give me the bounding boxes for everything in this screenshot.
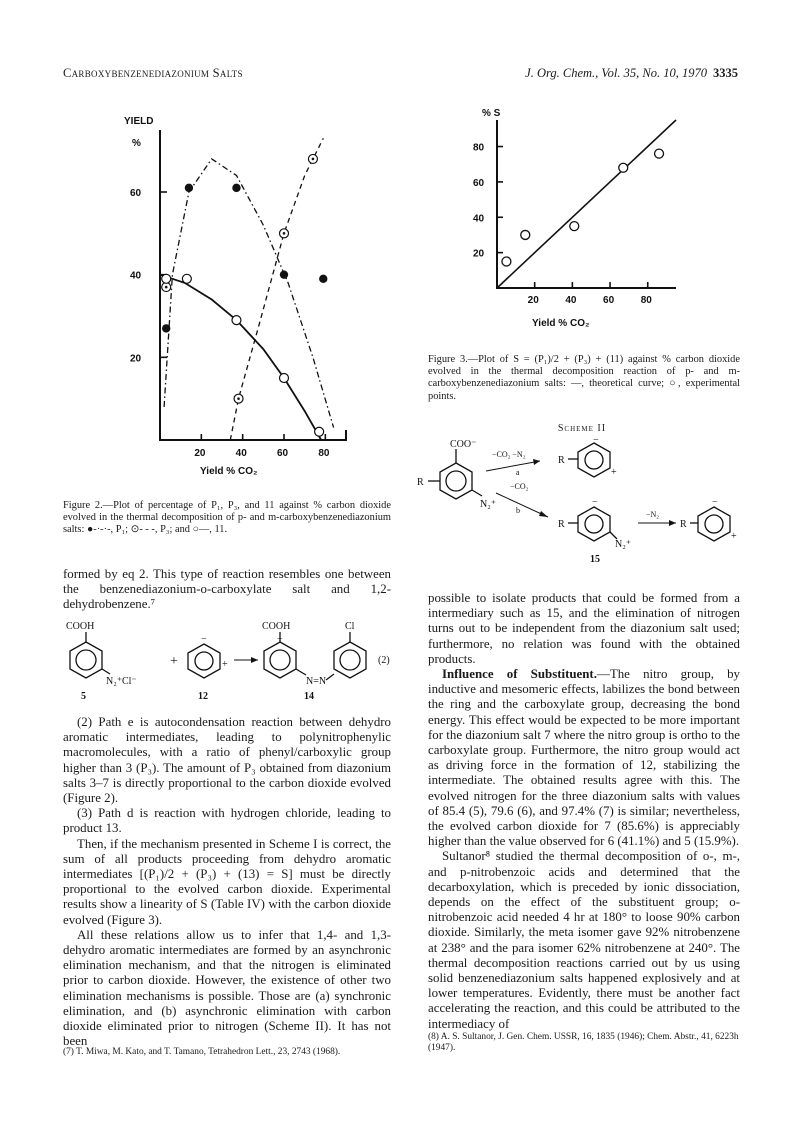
compound-14-structure [262,621,366,687]
compound-12-structure [188,634,228,678]
scheme-arrow-right-label: −N₂ [646,510,660,519]
compound-label: 14 [304,691,314,702]
benzene-ring-start [417,439,496,510]
compound-label: 5 [81,691,86,702]
y-tick-label: 40 [473,213,485,225]
series-line-p3 [230,138,323,440]
data-point-11 [232,316,241,325]
data-point-11 [280,374,289,383]
svg-text:−: − [277,634,283,645]
svg-text:+: + [611,467,617,478]
paragraph: Then, if the mechanism presented in Scheme I is correct, the sum of all products proceeding from dehydro aromatic intermediates [(P₁)/2 + (P₃) + (13) = S] must be directly proportional to the evolved carbon dioxide. Experimental results show a linearity of S (Table IV) with the carbon dioxide evolved (Figure 3). [63,836,391,927]
fig2-curves [160,138,334,440]
figure-2-caption: Figure 2.—Plot of percentage of P₁, P₃, and 11 against % carbon dioxide evolved in the thermal decomposition of p- and m-carboxybenzenediazonium salts: ●-·-·-, P₁; ⊙- - -, P₃; and ○—, 11. [63,500,391,536]
paragraph [428,667,740,849]
journal-citation: J. Org. Chem., Vol. 35, No. 10, 1970 [525,66,707,80]
scheme-2-title: Scheme II [557,423,607,434]
fig2-ylabel-unit: % [132,138,141,149]
footnote-7: (7) T. Miwa, M. Kato, and T. Tamano, Tetrahedron Lett., 23, 2743 (1968). [63,1047,341,1057]
y-tick-label: 60 [130,188,142,199]
coo-minus-label: COO⁻ [450,439,477,450]
svg-text:R: R [558,519,565,530]
running-header-journal [478,66,738,81]
fig3-curves [497,120,676,288]
svg-text:+: + [222,659,228,670]
paragraph: (2) Path e is autocondensation reaction between dehydro aromatic intermediates, leading to polynitrophenylic macromolecules, with a ratio of phenyl/carboxylic group higher than 3 (P₃). The amount of P₃ obtained from diazonium salts 3–7 is directly proportional to the carbon dioxide evolved (Figure 2). [63,715,391,806]
x-tick-label: 60 [277,448,289,459]
y-tick-label: 40 [130,270,142,282]
experimental-point [655,149,664,158]
experimental-point [502,257,511,266]
fig2-marks [162,154,328,436]
x-tick-label: 80 [318,448,330,459]
svg-text:R: R [680,519,687,530]
footnote-8: (8) A. S. Sultanor, J. Gen. Chem. USSR, 16, 1835 (1946); Chem. Abstr., 41, 6223h (1947). [428,1032,739,1054]
left-column-body [63,715,391,1049]
paragraph-text: —The nitro group, by inductive and mesomeric effects, labilizes the bond between the ring and the carboxylate group, decreasing the bond energy. This effect would be expected to be more important for the diazonium salt 7 where the nitro group is ortho to the carboxylate group. Furthermore, the nitro group would act as driving force in the formation of 12, stabilizing the intermediate. The obtained results agree with this. The evolved nitrogen for the three diazonium salts with values of 85.4 (5), 79.6 (6), and 97.4% (7) is similar; nevertheless, the evolved carbon dioxide for 7 (85.6%) is appreciably higher than the value observed for 6 (41.1%) and 5 (15.9%). [428,667,740,849]
fig2-xlabel: Yield % CO₂ [200,466,258,477]
svg-text:−: − [201,634,207,645]
scheme-arrow-a-label: a [516,468,520,477]
figure-3-chart [460,100,700,340]
data-point-p3-dot [165,286,168,289]
scheme-2-diagram [412,435,742,573]
x-tick-label: 20 [194,448,206,459]
x-tick-label: 60 [603,295,615,306]
benzene-ring-intermediate-15 [558,497,631,550]
left-column-top [63,567,391,613]
svg-text:+: + [731,531,737,542]
svg-text:−: − [592,497,598,508]
y-tick-label: 20 [130,353,142,365]
svg-text:−: − [593,435,599,446]
data-point-11 [162,274,171,283]
compound-label: 12 [198,691,208,702]
paragraph: formed by eq 2. This type of reaction resembles one between the benzenediazonium-o-carboxylate salt and 1,2-dehydrobenzene.⁷ [63,567,391,612]
svg-text:N₂⁺Cl⁻: N₂⁺Cl⁻ [106,676,137,687]
theoretical-curve [497,120,676,288]
y-tick-label: 20 [473,248,485,260]
data-point-p3-dot [312,158,315,161]
paragraph: Sultanor⁸ studied the thermal decomposition of o-, m-, and p-nitrobenzoic acids and determined that the decarboxylation, which is preceded by ionic dissociation, depends on the effect of the substituent group; o-nitrobenzoic acid needed 4 hr at 180° to loose 90% carbon dioxide. Similarly, the meta isomer gave 92% nitrobenzene at 238° and the para isomer 62% nitrobenzene at 240°. The thermal decomposition reactions carried out by us using solid benzenediazonium salts happened explosively and at lower temperatures. Evidently, there must be another fact accelerating the reaction, and this could be attributed to the intermediacy of [428,849,740,1031]
data-point-p1 [162,324,170,332]
data-point-p3-dot [283,232,286,235]
data-point-p1 [185,184,193,192]
data-point-p1 [232,184,240,192]
right-column-body [428,591,740,1032]
equation-number: (2) [378,655,390,666]
data-point-p3-dot [237,397,240,400]
paragraph: possible to isolate products that could be formed from a intermediary such as 15, and the elimination of nitrogen turns out to be independent from the diazonium salt used; furthermore, no relation was found with the obtained products. [428,591,740,666]
scheme-arrow-mid-label: −CO₂ [510,482,529,491]
compound-15-label: 15 [590,554,600,565]
x-tick-label: 40 [565,295,577,306]
experimental-point [570,222,579,231]
benzene-ring-product-b [680,497,737,542]
x-tick-label: 80 [640,295,652,306]
scheme-arrow-top-label: −CO₂ −N₂ [492,450,526,459]
compound-5-structure [66,621,137,687]
series-line-11 [160,275,321,440]
svg-text:Cl: Cl [345,621,355,632]
svg-text:N₂⁺: N₂⁺ [615,539,631,550]
svg-text:R: R [417,477,424,488]
section-heading: Influence of Substituent. [442,667,597,682]
data-point-11 [182,274,191,283]
y-tick-label: 60 [473,177,485,189]
paragraph: All these relations allow us to infer that 1,4- and 1,3-dehydro aromatic intermediates are formed by an asynchronic elimination mechanism, and that the nitrogen is eliminated prior to carbon dioxide. However, the existence of other two elimination mechanisms is possible. Those are (a) synchronic elimination, and (b) asynchronic elimination with carbon dioxide eliminated prior to nitrogen (Scheme II). It has not been [63,927,391,1049]
data-point-11 [315,427,324,436]
running-header-title: Carboxybenzenediazonium Salts [63,66,243,80]
fig3-ylabel: % S [482,108,501,119]
paragraph: (3) Path d is reaction with hydrogen chloride, leading to product 13. [63,806,391,836]
svg-text:COOH: COOH [66,621,95,632]
scheme-arrow-b-label: b [516,506,520,515]
data-point-p1 [319,275,327,283]
figure-3-caption: Figure 3.—Plot of S = (P₁)/2 + (P₃) + (11) against % carbon dioxide evolved in the thermal decomposition reaction of p- and m-carboxybenzenediazonium salts: —, theoretical curve; ○, experimental points. [428,354,740,402]
fig2-ylabel: YIELD [124,116,154,127]
equation-2-diagram [62,618,392,702]
svg-text:−: − [712,497,718,508]
svg-text:COOH: COOH [262,621,291,632]
svg-text:R: R [558,455,565,466]
series-line-p1 [164,159,334,428]
experimental-point [619,163,628,172]
figure-2-chart [100,100,390,485]
experimental-point [521,230,530,239]
page-number: 3335 [713,66,738,80]
n2-plus-label: N₂⁺ [480,499,496,510]
data-point-p1 [280,270,288,278]
y-tick-label: 80 [473,142,485,154]
benzene-ring-product-a [558,435,617,478]
x-tick-label: 20 [527,295,539,306]
svg-text:N=N: N=N [306,676,327,687]
svg-text:+: + [170,654,178,669]
fig3-xlabel: Yield % CO₂ [532,318,590,329]
x-tick-label: 40 [235,448,247,459]
